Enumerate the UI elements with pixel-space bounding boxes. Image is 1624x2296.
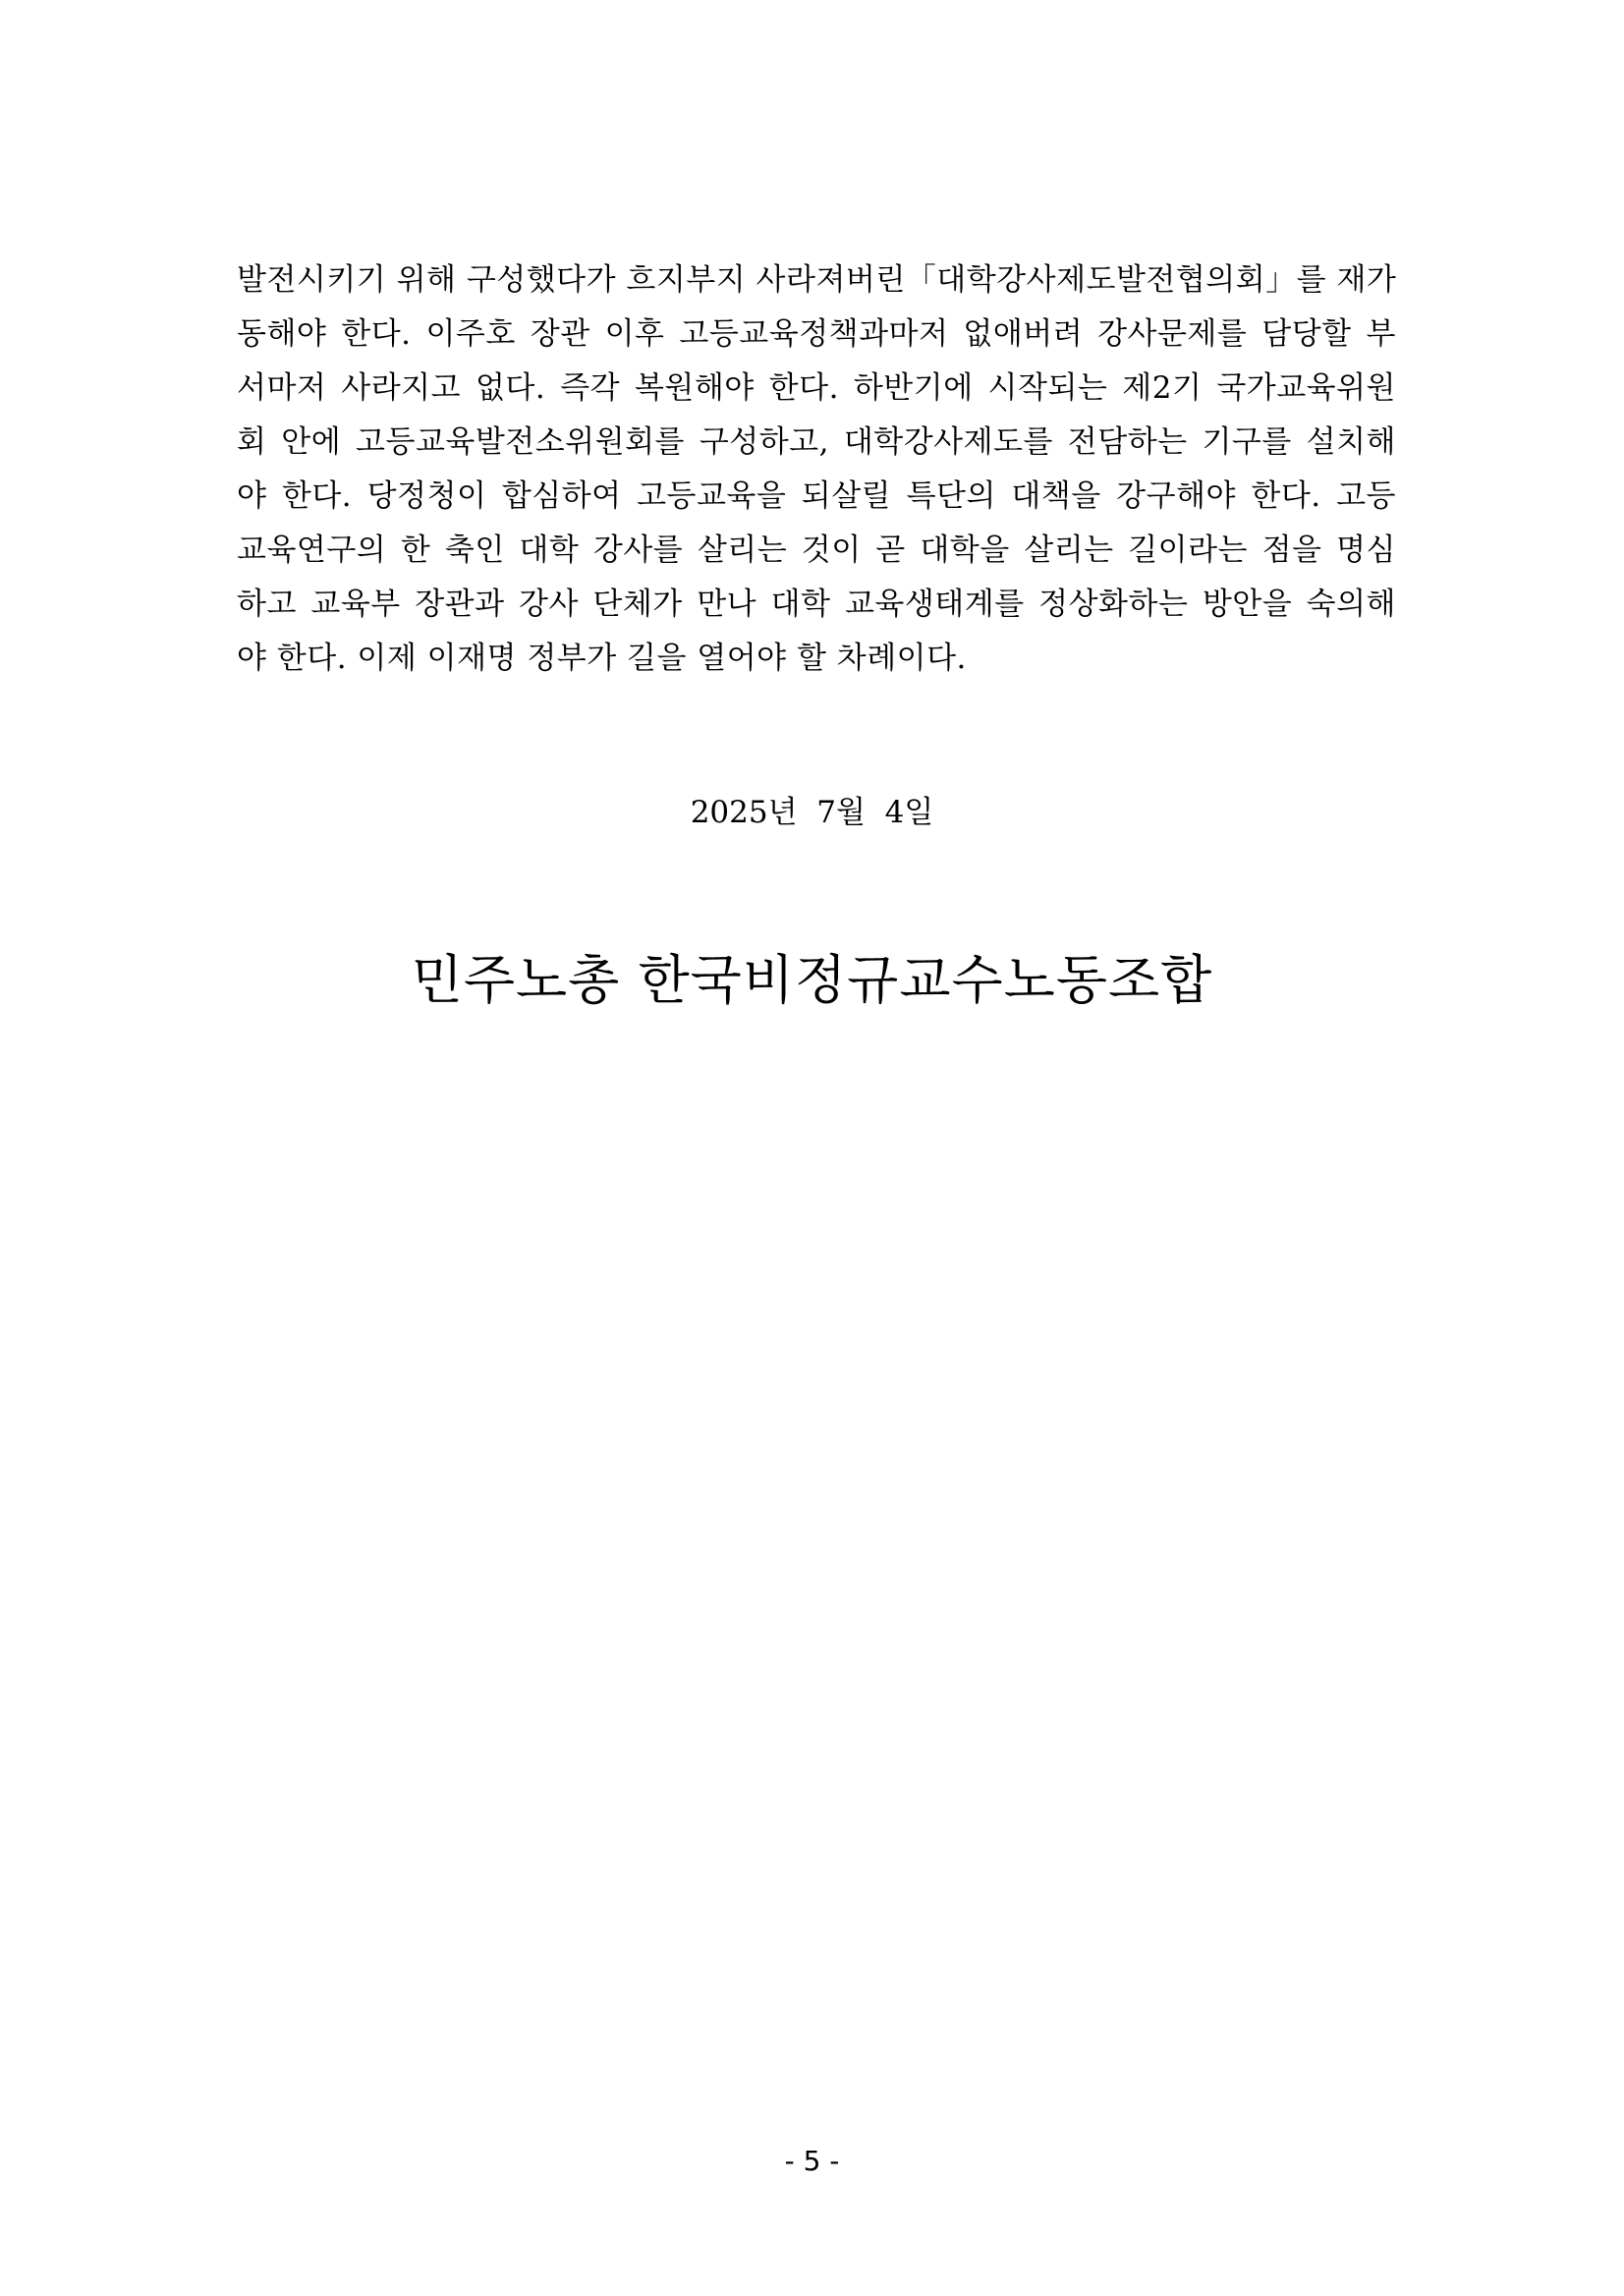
- body-line: 회 안에 고등교육발전소위원회를 구성하고, 대학강사제도를 전담하는 기구를 설치해: [237, 424, 1396, 460]
- body-paragraph: [237, 253, 1396, 686]
- body-line: 교육연구의 한 축인 대학 강사를 살리는 것이 곧 대학을 살리는 길이라는 점을 명심: [237, 532, 1396, 568]
- body-line: 발전시키기 위해 구성했다가 흐지부지 사라져버린「대학강사제도발전협의회」를 재가: [237, 262, 1397, 298]
- body-line: 야 한다. 이제 이재명 정부가 길을 열어야 할 차례이다.: [237, 641, 967, 676]
- page-number: - 5 -: [784, 2145, 840, 2177]
- document-date: 2025년 7월 4일: [690, 795, 934, 830]
- body-line: 서마저 사라지고 없다. 즉각 복원해야 한다. 하반기에 시작되는 제2기 국가교육위원: [237, 370, 1396, 406]
- body-line: 동해야 한다. 이주호 장관 이후 고등교육정책과마저 없애버려 강사문제를 담당할 부: [237, 316, 1396, 352]
- body-line: 하고 교육부 장관과 강사 단체가 만나 대학 교육생태계를 정상화하는 방안을 숙의해: [237, 587, 1396, 622]
- organization-signature: 민주노총 한국비정규교수노동조합: [411, 949, 1213, 1011]
- body-line: 야 한다. 당정청이 합심하여 고등교육을 되살릴 특단의 대책을 강구해야 한다. 고등: [237, 478, 1396, 514]
